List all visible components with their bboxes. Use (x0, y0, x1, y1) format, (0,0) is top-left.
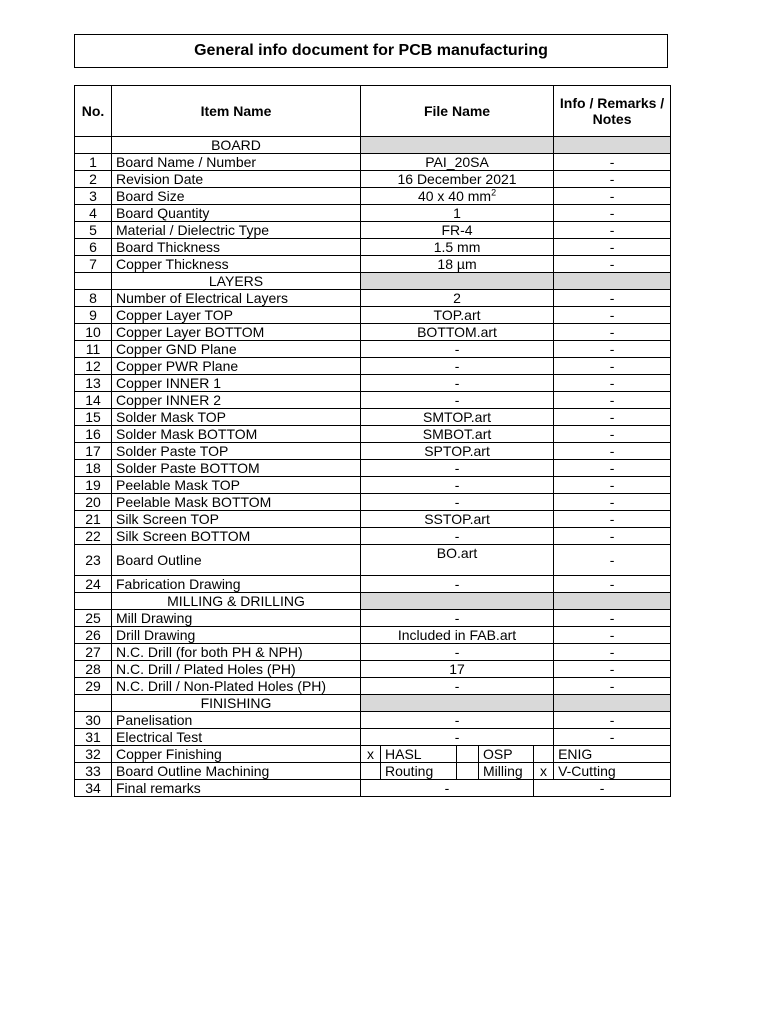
file-name (361, 392, 554, 409)
file-name-text: 1.5 mm (433, 239, 481, 255)
row-number: 19 (75, 477, 112, 494)
item-name: Copper INNER 2 (112, 392, 361, 409)
row-number: 21 (75, 511, 112, 528)
table-row (75, 576, 671, 593)
option-label-1: Routing (381, 763, 457, 780)
row-number: 30 (75, 712, 112, 729)
table-row (75, 307, 671, 324)
info-remarks: - (554, 358, 671, 375)
file-name-text: SPTOP.art (424, 443, 490, 459)
row-number: 17 (75, 443, 112, 460)
info-remarks: - (554, 239, 671, 256)
option-row (75, 746, 671, 763)
file-name (361, 256, 554, 273)
table-row (75, 171, 671, 188)
file-name-text: SSTOP.art (424, 511, 490, 527)
item-name: Mill Drawing (112, 610, 361, 627)
info-remarks: - (554, 324, 671, 341)
item-name: Solder Mask TOP (112, 409, 361, 426)
file-name-text: BOTTOM.art (417, 324, 497, 340)
info-remarks: - (554, 307, 671, 324)
file-name-text: - (454, 610, 460, 626)
file-name (361, 545, 554, 576)
info-remarks: - (554, 171, 671, 188)
table-row (75, 426, 671, 443)
file-name (361, 375, 554, 392)
item-name: Peelable Mask BOTTOM (112, 494, 361, 511)
info-remarks: - (554, 392, 671, 409)
info-remarks: - (554, 494, 671, 511)
header-file-name: File Name (361, 86, 554, 137)
row-number: 2 (75, 171, 112, 188)
row-number: 31 (75, 729, 112, 746)
table-row (75, 375, 671, 392)
file-name-text: SMBOT.art (422, 426, 492, 442)
info-remarks: - (554, 375, 671, 392)
item-name: Electrical Test (112, 729, 361, 746)
item-name: N.C. Drill / Plated Holes (PH) (112, 661, 361, 678)
file-name-text: 17 (449, 661, 465, 677)
row-number: 7 (75, 256, 112, 273)
table-row (75, 511, 671, 528)
file-name-text: 1 (453, 205, 461, 221)
item-name: Material / Dielectric Type (112, 222, 361, 239)
table-row (75, 222, 671, 239)
info-remarks: - (554, 290, 671, 307)
row-number: 33 (75, 763, 112, 780)
info-remarks: - (554, 576, 671, 593)
file-name-text: - (454, 494, 460, 510)
file-name-text: - (454, 729, 460, 745)
file-name-text: Included in FAB.art (397, 627, 517, 643)
table-row (75, 392, 671, 409)
file-name (361, 729, 554, 746)
row-number: 25 (75, 610, 112, 627)
item-name: Board Size (112, 188, 361, 205)
file-name-text: - (454, 477, 460, 493)
item-name: Solder Paste BOTTOM (112, 460, 361, 477)
row-number: 6 (75, 239, 112, 256)
info-remarks: - (554, 661, 671, 678)
option-label-2: OSP (479, 746, 534, 763)
file-name-text: - (454, 460, 460, 476)
info-remarks: - (554, 341, 671, 358)
item-name: Fabrication Drawing (112, 576, 361, 593)
info-remarks: - (554, 528, 671, 545)
file-name (361, 324, 554, 341)
item-name: Panelisation (112, 712, 361, 729)
row-number: 18 (75, 460, 112, 477)
section-title: LAYERS (112, 273, 361, 290)
table-row (75, 290, 671, 307)
row-number: 27 (75, 644, 112, 661)
file-name (361, 494, 554, 511)
file-name-text: 2 (453, 290, 461, 306)
file-name (361, 222, 554, 239)
table-row (75, 661, 671, 678)
row-number: 16 (75, 426, 112, 443)
option-mark-2 (457, 746, 479, 763)
file-name-text: - (454, 392, 460, 408)
row-number: 23 (75, 545, 112, 576)
file-name (361, 678, 554, 695)
section-row (75, 273, 671, 290)
table-row (75, 729, 671, 746)
pcb-info-table (74, 85, 671, 797)
row-number: 29 (75, 678, 112, 695)
item-name: Copper Layer BOTTOM (112, 324, 361, 341)
info-remarks: - (554, 154, 671, 171)
item-name: Copper Thickness (112, 256, 361, 273)
info-remarks: - (554, 729, 671, 746)
section-info-cell (554, 593, 671, 610)
option-mark-1 (361, 763, 381, 780)
info-remarks: - (554, 511, 671, 528)
final-remarks-a: - (361, 780, 534, 797)
file-name (361, 409, 554, 426)
info-remarks: - (554, 205, 671, 222)
table-body (75, 137, 671, 797)
file-name-superscript: 2 (491, 187, 497, 198)
file-name-text: 16 December 2021 (397, 171, 517, 187)
item-name: Board Thickness (112, 239, 361, 256)
section-file-cell (361, 273, 554, 290)
item-name: N.C. Drill (for both PH & NPH) (112, 644, 361, 661)
section-title: BOARD (112, 137, 361, 154)
section-no-cell (75, 273, 112, 290)
file-name (361, 443, 554, 460)
section-info-cell (554, 273, 671, 290)
table-row (75, 205, 671, 222)
table-row (75, 528, 671, 545)
row-number: 12 (75, 358, 112, 375)
section-no-cell (75, 137, 112, 154)
option-label-3: V-Cutting (554, 763, 671, 780)
item-name: Board Outline (112, 545, 361, 576)
table-row (75, 409, 671, 426)
item-name: Board Outline Machining (112, 763, 361, 780)
section-title: FINISHING (112, 695, 361, 712)
info-remarks: - (554, 443, 671, 460)
section-title: MILLING & DRILLING (112, 593, 361, 610)
item-name: N.C. Drill / Non-Plated Holes (PH) (112, 678, 361, 695)
section-row (75, 593, 671, 610)
file-name (361, 528, 554, 545)
item-name: Solder Paste TOP (112, 443, 361, 460)
row-number: 13 (75, 375, 112, 392)
section-no-cell (75, 593, 112, 610)
option-label-3: ENIG (554, 746, 671, 763)
file-name (361, 477, 554, 494)
row-number: 4 (75, 205, 112, 222)
file-name (361, 576, 554, 593)
header-info: Info / Remarks / Notes (554, 86, 671, 137)
row-number: 24 (75, 576, 112, 593)
option-mark-1: x (361, 746, 381, 763)
table-row (75, 610, 671, 627)
table-row (75, 712, 671, 729)
info-remarks: - (554, 610, 671, 627)
file-name (361, 205, 554, 222)
row-number: 3 (75, 188, 112, 205)
info-remarks: - (554, 545, 671, 576)
table-row (75, 239, 671, 256)
file-name-text: - (454, 644, 460, 660)
item-name: Final remarks (112, 780, 361, 797)
file-name-text: - (454, 712, 460, 728)
file-name (361, 307, 554, 324)
section-no-cell (75, 695, 112, 712)
header-item-name: Item Name (112, 86, 361, 137)
file-name-text: 40 x 40 mm (417, 188, 492, 204)
row-number: 10 (75, 324, 112, 341)
row-number: 26 (75, 627, 112, 644)
item-name: Board Quantity (112, 205, 361, 222)
file-name (361, 661, 554, 678)
table-row (75, 358, 671, 375)
file-name (361, 460, 554, 477)
section-info-cell (554, 695, 671, 712)
row-number: 34 (75, 780, 112, 797)
table-row (75, 477, 671, 494)
option-mark-3 (534, 746, 554, 763)
file-name (361, 239, 554, 256)
file-name (361, 171, 554, 188)
section-row (75, 695, 671, 712)
table-row (75, 341, 671, 358)
file-name (361, 188, 554, 205)
row-number: 11 (75, 341, 112, 358)
table-row (75, 627, 671, 644)
info-remarks: - (554, 627, 671, 644)
file-name (361, 511, 554, 528)
file-name (361, 610, 554, 627)
option-mark-3: x (534, 763, 554, 780)
file-name-text: - (454, 678, 460, 694)
table-row (75, 545, 671, 576)
row-number: 1 (75, 154, 112, 171)
file-name (361, 627, 554, 644)
file-name (361, 290, 554, 307)
row-number: 28 (75, 661, 112, 678)
table-row (75, 494, 671, 511)
row-number: 9 (75, 307, 112, 324)
file-name-text: TOP.art (433, 307, 481, 323)
item-name: Number of Electrical Layers (112, 290, 361, 307)
file-name (361, 341, 554, 358)
file-name-text: - (454, 341, 460, 357)
option-label-2: Milling (479, 763, 534, 780)
file-name-text: SMTOP.art (423, 409, 491, 425)
item-name: Drill Drawing (112, 627, 361, 644)
file-name (361, 154, 554, 171)
info-remarks: - (554, 256, 671, 273)
header-no: No. (75, 86, 112, 137)
item-name: Peelable Mask TOP (112, 477, 361, 494)
row-number: 20 (75, 494, 112, 511)
row-number: 8 (75, 290, 112, 307)
file-name-text: 18 µm (437, 256, 477, 272)
table-row (75, 678, 671, 695)
item-name: Solder Mask BOTTOM (112, 426, 361, 443)
section-row (75, 137, 671, 154)
file-name-text: - (454, 375, 460, 391)
info-remarks: - (554, 678, 671, 695)
section-file-cell (361, 593, 554, 610)
file-name-text: - (454, 528, 460, 544)
row-number: 14 (75, 392, 112, 409)
table-row (75, 644, 671, 661)
table-row (75, 154, 671, 171)
table-row (75, 256, 671, 273)
item-name: Copper INNER 1 (112, 375, 361, 392)
table-row (75, 324, 671, 341)
section-info-cell (554, 137, 671, 154)
file-name-text: FR-4 (441, 222, 473, 238)
item-name: Board Name / Number (112, 154, 361, 171)
file-name (361, 644, 554, 661)
final-remarks-row (75, 780, 671, 797)
info-remarks: - (554, 409, 671, 426)
info-remarks: - (554, 712, 671, 729)
option-row (75, 763, 671, 780)
file-name-text: - (454, 576, 460, 592)
row-number: 32 (75, 746, 112, 763)
item-name: Copper PWR Plane (112, 358, 361, 375)
table-row (75, 443, 671, 460)
item-name: Copper Finishing (112, 746, 361, 763)
item-name: Copper Layer TOP (112, 307, 361, 324)
table-row (75, 188, 671, 205)
item-name: Silk Screen TOP (112, 511, 361, 528)
item-name: Silk Screen BOTTOM (112, 528, 361, 545)
info-remarks: - (554, 426, 671, 443)
table-row (75, 460, 671, 477)
file-name-text: - (454, 358, 460, 374)
header-row (75, 86, 671, 137)
info-remarks: - (554, 644, 671, 661)
file-name-text: BO.art (436, 545, 478, 561)
info-remarks: - (554, 222, 671, 239)
file-name-text: PAI_20SA (425, 154, 489, 170)
section-file-cell (361, 695, 554, 712)
file-name (361, 712, 554, 729)
final-remarks-b: - (534, 780, 671, 797)
file-name (361, 426, 554, 443)
document-title: General info document for PCB manufacturing (74, 34, 668, 68)
option-label-1: HASL (381, 746, 457, 763)
item-name: Copper GND Plane (112, 341, 361, 358)
row-number: 5 (75, 222, 112, 239)
row-number: 22 (75, 528, 112, 545)
section-file-cell (361, 137, 554, 154)
option-mark-2 (457, 763, 479, 780)
info-remarks: - (554, 460, 671, 477)
file-name (361, 358, 554, 375)
row-number: 15 (75, 409, 112, 426)
item-name: Revision Date (112, 171, 361, 188)
info-remarks: - (554, 477, 671, 494)
info-remarks: - (554, 188, 671, 205)
